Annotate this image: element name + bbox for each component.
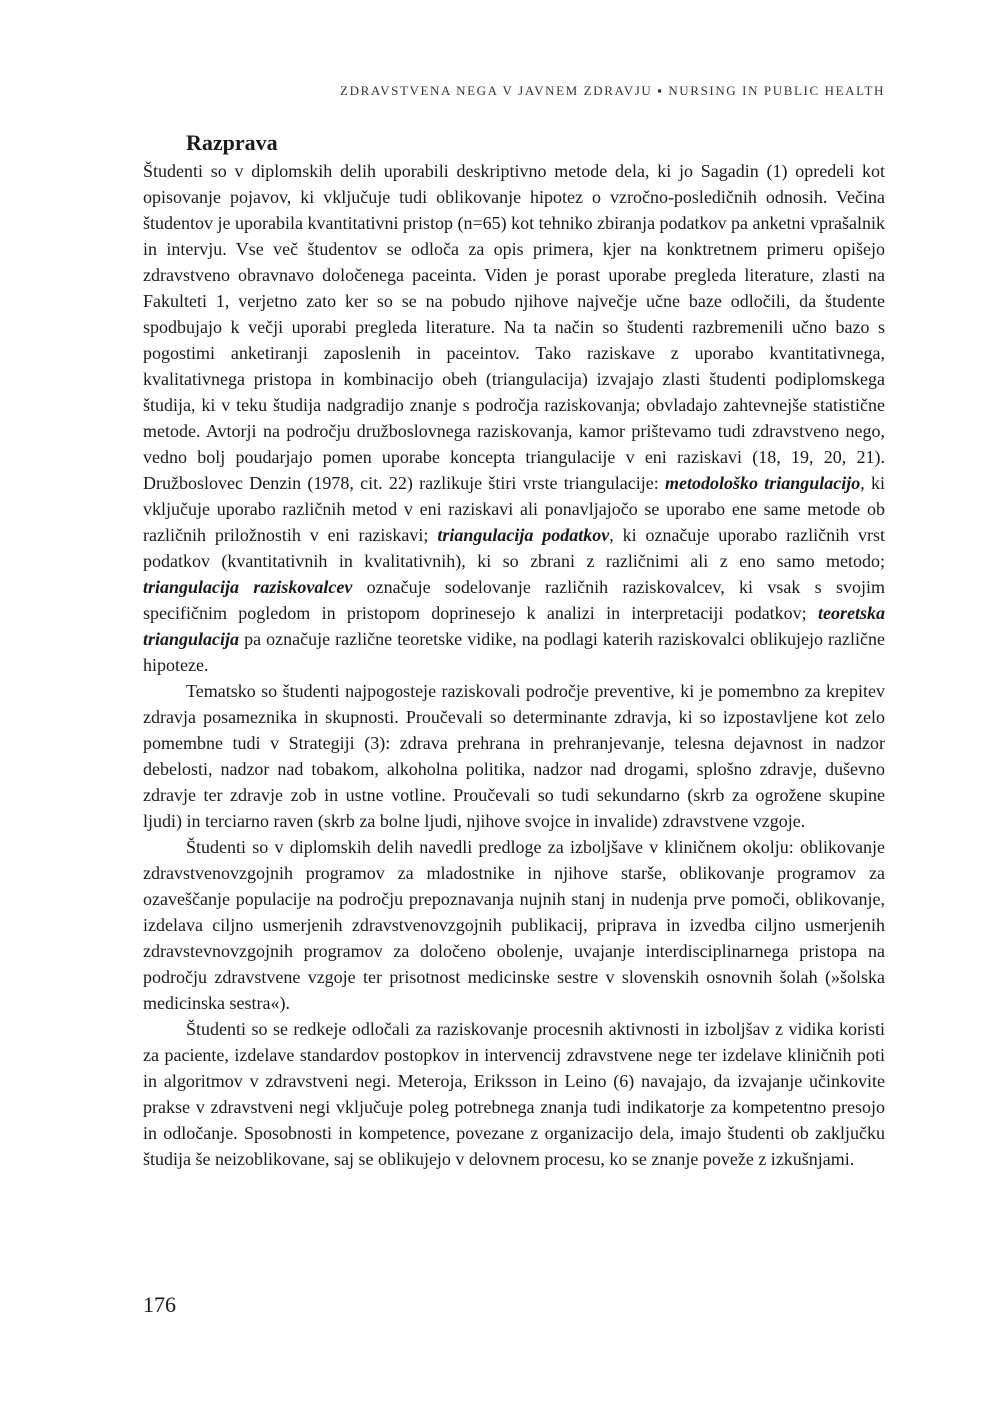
paragraph-methods xyxy=(143,158,885,678)
emphasis-term: teoretska triangulacija xyxy=(143,603,885,649)
paragraph-proposals: Študenti so v diplomskih delih navedli predloge za izboljšave v kliničnem okolju: oblikovanje zdravstvenovzgojnih programov za mladostnike in njihove starše, oblikovanje programov za ozaveščanje populacije na področju prepoznavanja nujnih stanj in nudenja prve pomoči, oblikovanje, izdelava ciljno usmerjenih zdravstvenovzgojnih publikacij, priprava in izvedba ciljno usmerjenih zdravstevnovzgojnih programov za določeno obolenje, uvajanje interdisciplinarnega pristopa na področju zdravstvene vzgoje ter prisotnost medicinske sestre v slovenskih osnovnih šolah (»šolska medicinska sestra«). xyxy=(143,837,885,1013)
paragraph-text: pa označuje različne teoretske vidike, na podlagi katerih raziskovalci oblikujejo različne hipoteze. xyxy=(143,629,885,675)
page-number: 176 xyxy=(143,1292,176,1317)
paragraph-text: označuje sodelovanje različnih raziskovalcev, ki vsak s svojim specifičnim pogledom in pristopom doprinesejo k analizi in interpretaciji podatkov; xyxy=(143,577,885,623)
paragraph-text: , ki vključuje uporabo različnih metod v eni raziskavi ali ponavljajočo se uporabo ene same metode ob različnih priložnostih v eni raziskavi; xyxy=(143,473,885,545)
paragraph-process: Študenti so se redkeje odločali za raziskovanje procesnih aktivnosti in izboljšav z vidika koristi za paciente, izdelave standardov postopkov in intervencij zdravstvene nege ter izdelave kliničnih poti in algoritmov v zdravstveni negi. Meteroja, Eriksson in Leino (6) navajajo, da izvajanje učinkovite prakse v zdravstveni negi vključuje poleg potrebnega znanja tudi indikatorje za kompetentno presojo in odločanje. Sposobnosti in kompetence, povezane z organizacijo dela, imajo študenti ob zaključku študija še neizoblikovane, saj se oblikujejo v delovnem procesu, ko se znanje poveže z izkušnjami. xyxy=(143,1019,885,1169)
paragraph-text: Študenti so v diplomskih delih uporabili deskriptivno metode dela, ki jo Sagadin (1) opredeli kot opisovanje pojavov, ki vključuje tudi oblikovanje hipotez o vzročno-posledičnih odnosih. Večina študentov je uporabila kvantitativni pristop (n=65) kot tehniko zbiranja podatkov pa anketni vprašalnik in intervju. Vse več študentov se odloča za opis primera, kjer na konktretnem primeru opišejo zdravstveno obravnavo določenega paceinta. Viden je porast uporabe pregleda literature, zlasti na Fakulteti 1, verjetno zato ker so se na pobudo njihove največje učne baze odločili, da študente spodbujajo k večji uporabi pregleda literature. Na ta način so študenti razbremenili učno bazo s pogostimi anketiranji zaposlenih in paceintov. Tako raziskave z uporabo kvantitativnega, kvalitativnega pristopa in kombinacijo obeh (triangulacija) izvajajo zlasti študenti podiplomskega študija, ki v teku študija nadgradijo znanje s področja raziskovanja; obvladajo zahtevnejše statistične metode. Avtorji na področju družboslovnega raziskovanja, kamor prištevamo tudi zdravstveno nego, vedno bolj poudarjajo pomen uporabe koncepta triangulacije v eni raziskavi (18, 19, 20, 21). Družboslovec Denzin (1978, cit. 22) razlikuje štiri vrste triangulacije: xyxy=(143,161,885,493)
running-head: ZDRAVSTVENA NEGA V JAVNEM ZDRAVJU ▪ NURSING IN PUBLIC HEALTH xyxy=(340,83,885,98)
emphasis-term: metodološko triangulacijo xyxy=(664,473,861,493)
paragraph-topics: Tematsko so študenti najpogosteje raziskovali področje preventive, ki je pomembno za krepitev zdravja posameznika in skupnosti. Proučevali so determinante zdravja, ki so izpostavljene kot zelo pomembne tudi v Strategiji (3): zdrava prehrana in prehranjevanje, telesna dejavnost in nadzor debelosti, nadzor nad tobakom, alkoholna politika, nadzor nad drogami, splošno zdravje, duševno zdravje ter zdravje zob in ustne votline. Proučevali so tudi sekundarno (skrb za ogrožene skupine ljudi) in terciarno raven (skrb za bolne ljudi, njihove svojce in invalide) zdravstvene vzgoje. xyxy=(143,681,885,831)
page-body xyxy=(143,128,885,1172)
emphasis-term: triangulacija raziskovalcev xyxy=(143,577,353,597)
emphasis-term: triangulacija podatkov xyxy=(437,525,610,545)
paragraph-text: , ki označuje uporabo različnih vrst podatkov (kvantitativnih in kvalitativnih), ki so zbrani z različnimi ali z eno samo metodo; xyxy=(143,525,885,571)
section-title: Razprava xyxy=(186,130,278,155)
